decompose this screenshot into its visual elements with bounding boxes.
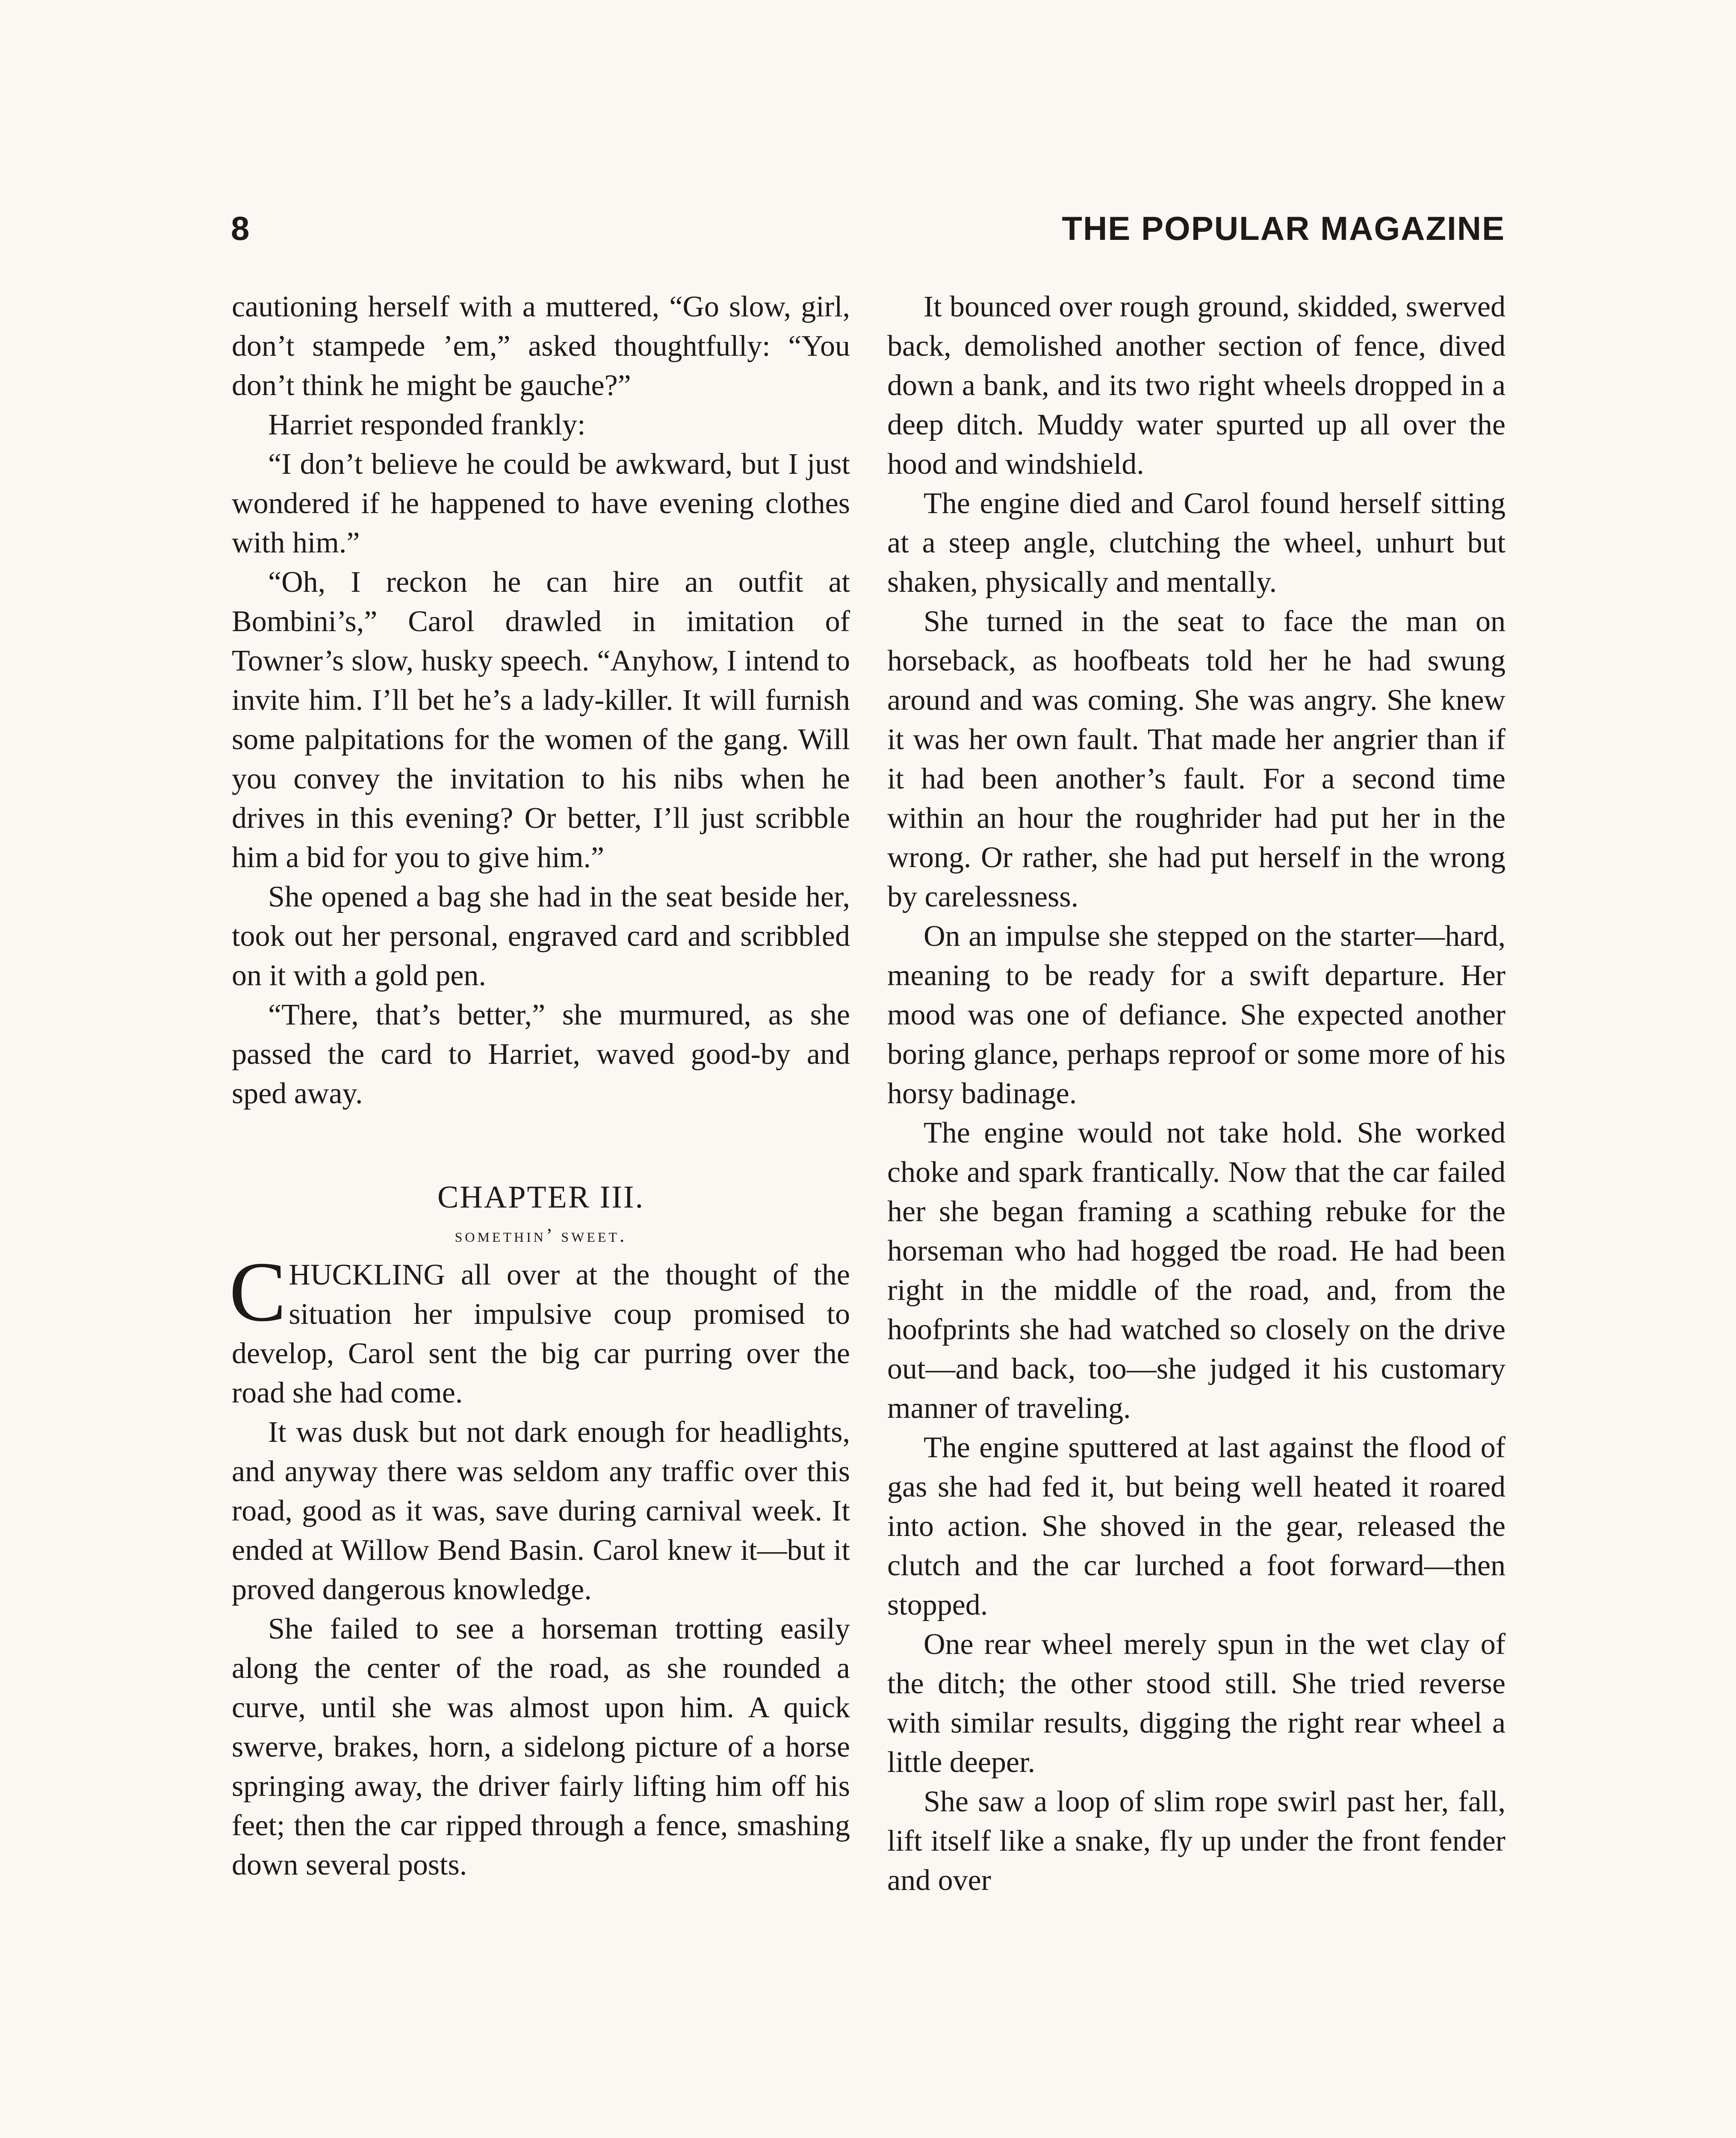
paragraph: One rear wheel merely spun in the wet clay of the ditch; the other stood still. She tried reverse with similar results, digging the right rear wheel a little deeper. (887, 1628, 1506, 1779)
paragraph: “There, that’s better,” she murmured, as she passed the card to Harriet, waved good-by and sped away. (232, 998, 850, 1110)
paragraph: cautioning herself with a muttered, “Go slow, girl, don’t stampede ’em,” asked thoughtfully: “You don’t think he might be gauche?” (232, 290, 850, 402)
paragraph: The engine died and Carol found herself sitting at a steep angle, clutching the wheel, unhurt but shaken, physically and mentally. (887, 487, 1506, 599)
right-column (887, 287, 1506, 1900)
paragraph: It was dusk but not dark enough for headlights, and anyway there was seldom any traffic over this road, good as it was, save during carnival week. It ended at Willow Bend Basin. Carol knew it—but it proved dangerous knowledge. (232, 1416, 850, 1606)
paragraph: “I don’t believe he could be awkward, but I just wondered if he happened to have evening clothes with him.” (232, 448, 850, 559)
paragraph: The engine sputtered at last against the flood of gas she had fed it, but being well heated it roared into action. She shoved in the gear, released the clutch and the car lurched a foot forward—then stopped. (887, 1431, 1506, 1621)
paragraph: She turned in the seat to face the man on horseback, as hoofbeats told her he had swung around and was coming. She was angry. She knew it was her own fault. That made her angrier than if it had been another’s fault. For a second time within an hour the roughrider had put her in the wrong. Or rather, she had put herself in the wrong by carelessness. (887, 605, 1506, 913)
paragraph: On an impulse she stepped on the starter—hard, meaning to be ready for a swift departure. Her mood was one of defiance. She expected another boring glance, perhaps reproof or some more of his horsy badinage. (887, 920, 1506, 1110)
paragraph: The engine would not take hold. She worked choke and spark frantically. Now that the car failed her she began framing a scathing rebuke for the horseman who had hogged tbe road. He had been right in the middle of the road, and, from the hoofprints she had watched so closely on the drive out—and back, too—she judged it his customary manner of traveling. (887, 1116, 1506, 1425)
chapter-opening-paragraph (229, 1245, 850, 1413)
paragraph: She failed to see a horseman trotting easily along the center of the road, as she rounded a curve, until she was almost upon him. A quick swerve, brakes, horn, a sidelong picture of a horse springing away, the driver fairly lifting him off his feet; then the car ripped through a fence, smashing down several posts. (232, 1612, 850, 1881)
chapter-heading: CHAPTER III. (437, 1180, 645, 1215)
left-column (229, 287, 850, 1885)
paragraph: Harriet responded frankly: (268, 408, 586, 441)
paragraph: She saw a loop of slim rope swirl past her, fall, lift itself like a snake, fly up under the front fender and over (887, 1785, 1506, 1897)
opening-text: HUCKLING all over at the thought of the situation her impulsive coup promised to develop, Carol sent the big car purring over the road she had come. (232, 1258, 850, 1409)
drop-cap: C (229, 1245, 286, 1339)
chapter-subtitle: somethin’ sweet. (455, 1224, 627, 1246)
paragraph: She opened a bag she had in the seat beside her, took out her personal, engraved card and scribbled on it with a gold pen. (232, 880, 850, 992)
page-number: 8 (231, 210, 250, 247)
paragraph: “Oh, I reckon he can hire an outfit at Bombini’s,” Carol drawled in imitation of Towner’s slow, husky speech. “Anyhow, I intend to invite him. I’ll bet he’s a lady-killer. It will furnish some palpitations for the women of the gang. Will you convey the invitation to his nibs when he drives in this evening? Or better, I’ll just scribble him a bid for you to give him.” (232, 566, 850, 874)
paragraph: It bounced over rough ground, skidded, swerved back, demolished another section of fence, dived down a bank, and its two right wheels dropped in a deep ditch. Muddy water spurted up all over the hood and windshield. (887, 290, 1506, 481)
running-head: THE POPULAR MAGAZINE (1062, 210, 1505, 247)
